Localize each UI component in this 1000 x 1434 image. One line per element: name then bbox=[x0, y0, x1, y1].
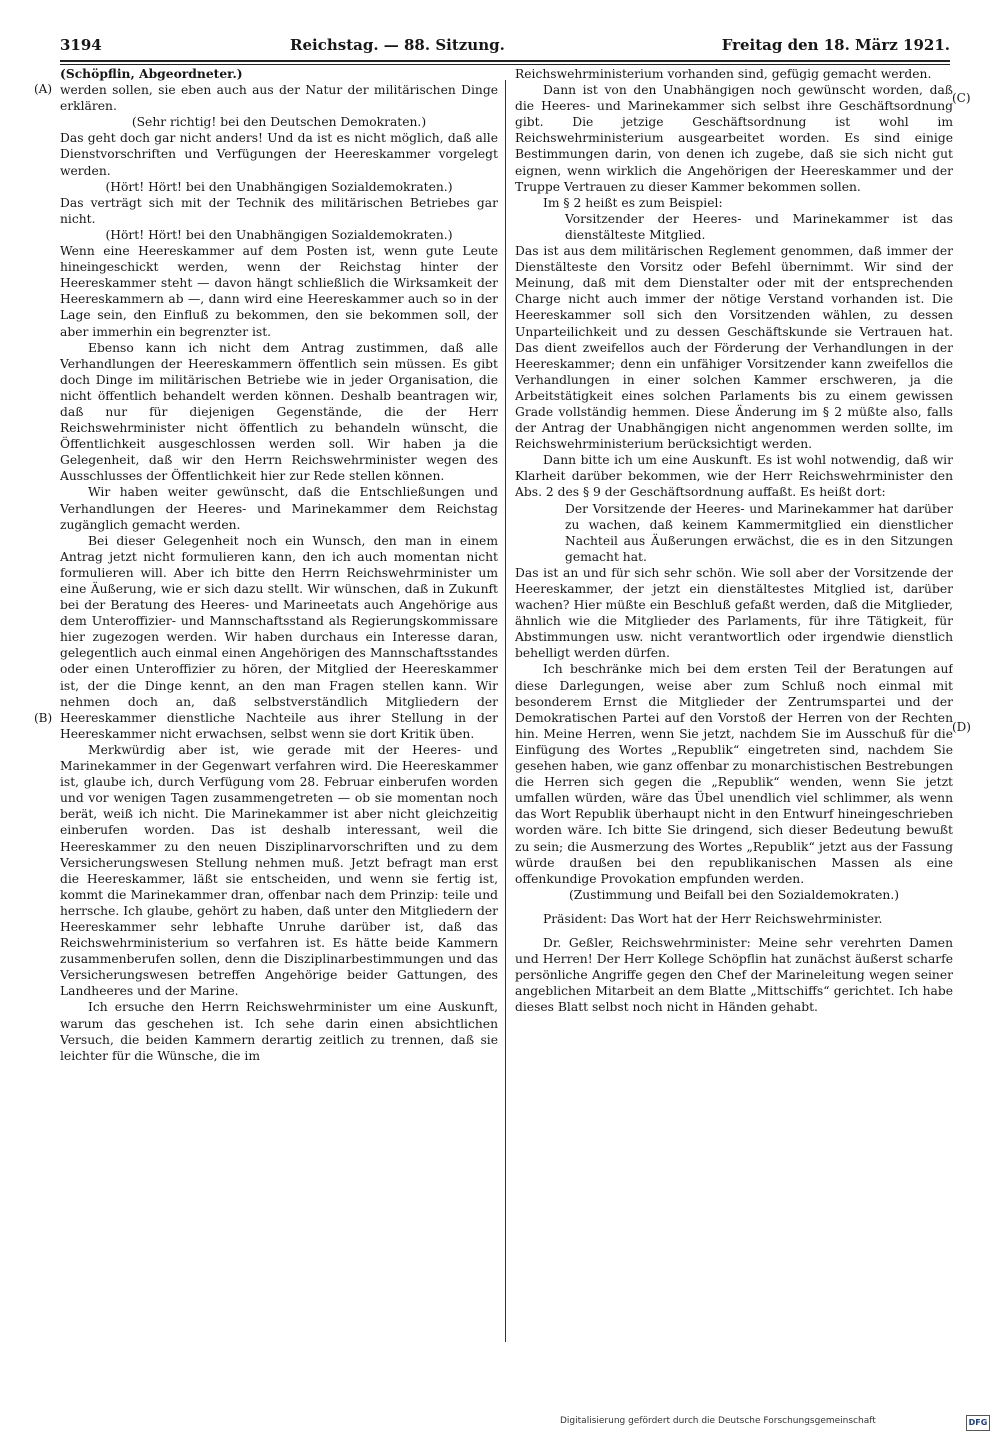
paragraph: werden sollen, sie eben auch aus der Natur der militärischen Dinge erklären. bbox=[60, 83, 498, 114]
paragraph: Dann ist von den Unabhängigen noch gewünscht worden, daß die Heeres- und Marinekammer sich selbst ihre Geschäftsordnung gibt. Die jetzige Geschäftsordnung ist wohl im Reichswehrministerium ausgearbeitet worden. Es sind einige Bestimmungen darin, von denen ich zugebe, daß sie sich nicht gut eignen, wenn wirklich die Angehörigen der Heereskammer und der Truppe Vertrauen zu dieser Kammer bekommen sollen. bbox=[515, 83, 953, 194]
paragraph: Das ist an und für sich sehr schön. Wie soll aber der Vorsitzende der Heereskammer, der jetzt ein dienstältestes Mitglied ist, darüber wachen? Hier müßte ein Beschluß gefaßt werden, daß die Mitglieder, ähnlich wie die Mitglieder des Parlaments, für ihre Tätigkeit, für Abstimmungen usw. nicht verantwortlich oder irgendwie dienstlich behelligt werden dürfen. bbox=[515, 565, 953, 661]
running-header bbox=[60, 36, 950, 58]
header-rule-thin bbox=[60, 64, 950, 65]
speaker-paragraph: Dr. Geßler, Reichswehrminister: Meine sehr verehrten Damen und Herren! Der Herr Kollege Schöpflin hat zunächst äußerst scharfe persönliche Angriffe gegen den Chef der Marineleitung wegen seiner angeblichen Mitarbeit an dem Blatte „Mittschiffs“ gerichtet. Ich habe dieses Blatt selbst noch nicht in Händen gehabt. bbox=[515, 935, 953, 1015]
paragraph: Ich beschränke mich bei dem ersten Teil der Beratungen auf diese Darlegungen, weise aber zum Schluß noch einmal mit besonderem Ernst die Mitglieder der Zentrumspartei und der Demokratischen Partei auf den Vorstoß der Herren von der Rechten hin. Meine Herren, wenn Sie jetzt, nachdem Sie im Ausschuß für die Einfügung des Wortes „Republik“ eingetreten sind, nachdem Sie gesehen haben, wie ganz offenbar zu monarchistischen Bestrebungen die Herren sich gegen die „Republik“ wenden, wenn Sie jetzt umfallen würden, wäre das Übel unendlich viel schlimmer, als wenn das Wort Republik überhaupt nicht in den Entwurf hineingeschrieben worden wäre. Ich bitte Sie dringend, sich dieser Bedeutung bewußt zu sein; die Ausmerzung des Wortes „Republik“ jetzt aus der Fassung würde draußen bei den republikanischen Massen als eine offenkundige Provokation empfunden werden. bbox=[515, 662, 953, 886]
block-quote: Vorsitzender der Heeres- und Marinekammer ist das dienstälteste Mitglied. bbox=[565, 211, 953, 242]
block-quote: Der Vorsitzende der Heeres- und Marinekammer hat darüber zu wachen, daß keinem Kammermitglied ein dienstlicher Nachteil aus Äußerungen erwächst, die es in den Sitzungen gemacht hat. bbox=[565, 501, 953, 564]
paragraph: Merkwürdig aber ist, wie gerade mit der Heeres- und Marinekammer in der Gegenwart verfahren wird. Die Heereskammer ist, glaube ich, durch Verfügung vom 28. Februar einberufen worden und vor wenigen Tagen zusammengetreten — ob sie momentan noch berät, weiß ich nicht. Die Marinekammer ist aber nicht gleichzeitig einberufen worden. Das ist deshalb interessant, weil die Heereskammer zu den neuen Disziplinarvorschriften und zu dem Versicherungswesen Stellung nehmen muß. Jetzt befragt man erst die Heereskammer, läßt sie entscheiden, und wenn sie fertig ist, kommt die Marinekammer dran, offenbar nach dem Prinzip: teile und herrsche. Ich glaube, gehört zu haben, daß unter den Mitgliedern der Heereskammer sehr lebhafte Unruhe darüber ist, daß das Reichswehrministerium so verfahren ist. Es hätte beide Kammern zusammenberufen sollen, denn die Disziplinarbestimmungen und das Versicherungswesen betreffen Angehörige beider Gattungen, des Landheeres und der Marine. bbox=[60, 742, 498, 999]
margin-mark-a: (A) bbox=[34, 82, 53, 96]
paragraph: Dann bitte ich um eine Auskunft. Es ist wohl notwendig, daß wir Klarheit darüber bekommen, wie der Herr Reichswehrminister den Abs. 2 des § 9 der Geschäftsordnung auffaßt. Es heißt dort: bbox=[515, 453, 953, 500]
interjection: (Hört! Hört! bei den Unabhängigen Sozialdemokraten.) bbox=[105, 179, 453, 194]
column-separator bbox=[505, 80, 506, 1342]
left-column bbox=[60, 66, 498, 1348]
footer-credit: Digitalisierung gefördert durch die Deutsche Forschungsgemeinschaft bbox=[560, 1416, 876, 1426]
paragraph: Wenn eine Heereskammer auf dem Posten ist, wenn gute Leute hineingeschickt werden, wenn der Reichstag hinter der Heereskammer steht — davon hängt schließlich die Wirksamkeit der Heereskammern ab —, dann wird eine Heereskammer auch so in der Lage sein, den Einfluß zu bekommen, den sie bekommen soll, der aber immerhin ein begrenzter ist. bbox=[60, 244, 498, 339]
interjection: (Zustimmung und Beifall bei den Sozialdemokraten.) bbox=[568, 887, 900, 902]
margin-mark-d: (D) bbox=[952, 720, 971, 734]
right-column bbox=[515, 66, 953, 1348]
paragraph: Das ist aus dem militärischen Reglement genommen, daß immer der Dienstälteste den Vorsitz oder Befehl übernimmt. Wir sind der Meinung, daß mit dem Dienstalter oder mit der entsprechenden Charge nicht auch immer der nötige Verstand vorhanden ist. Die Heereskammer soll sich den Vorsitzenden wählen, zu dessen Unparteilichkeit und zu dessen Geschäftskunde sie Vertrauen hat. Das dient zweifellos auch der Förderung der Verhandlungen in der Heereskammer; denn ein unfähiger Vorsitzender kann zweifellos die Verhandlungen in einer solchen Kammer erschweren, ja die Arbeitstätigkeit eines solchen Parlaments bis zu einem gewissen Grade vollständig hemmen. Diese Änderung im § 2 müßte also, falls der Antrag der Unabhängigen nicht angenommen werden sollte, im Reichswehrministerium berücksichtigt werden. bbox=[515, 244, 953, 452]
paragraph: Das verträgt sich mit der Technik des militärischen Betriebes gar nicht. bbox=[60, 195, 498, 226]
dfg-logo-icon: DFG bbox=[966, 1415, 990, 1431]
paragraph: Wir haben weiter gewünscht, daß die Entschließungen und Verhandlungen der Heeres- und Marinekammer dem Reichstag zugänglich gemacht werden. bbox=[60, 485, 498, 532]
speaker-line: (Schöpflin, Abgeordneter.) bbox=[60, 66, 243, 81]
margin-mark-c: (C) bbox=[952, 91, 971, 105]
interjection: (Sehr richtig! bei den Deutschen Demokraten.) bbox=[131, 115, 427, 130]
header-title: Reichstag. — 88. Sitzung. bbox=[290, 36, 505, 54]
paragraph: Reichswehrministerium vorhanden sind, gefügig gemacht werden. bbox=[515, 67, 932, 81]
interjection: (Hört! Hört! bei den Unabhängigen Sozialdemokraten.) bbox=[105, 227, 453, 242]
paragraph: Das geht doch gar nicht anders! Und da ist es nicht möglich, daß alle Dienstvorschriften und Verfügungen der Heereskammer vorgelegt werden. bbox=[60, 131, 498, 178]
header-date: Freitag den 18. März 1921. bbox=[721, 36, 950, 54]
page-number: 3194 bbox=[60, 36, 102, 54]
paragraph: Im § 2 heißt es zum Beispiel: bbox=[543, 195, 723, 210]
margin-mark-b: (B) bbox=[34, 711, 53, 725]
paragraph: Ebenso kann ich nicht dem Antrag zustimmen, daß alle Verhandlungen der Heereskammern öffentlich sein müssen. Es gibt doch Dinge im militärischen Betriebe wie in jeder Organisation, die nicht öffentlich behandelt werden können. Deshalb beantragen wir, daß nur für diejenigen Gegenstände, die der Herr Reichswehrminister nicht öffentlich zu behandeln wünscht, die Öffentlichkeit ausgeschlossen werden soll. Wir haben ja die Gelegenheit, daß wir den Herrn Reichswehrminister wegen des Ausschlusses der Öffentlichkeit hier zur Rede stellen können. bbox=[60, 340, 498, 484]
paragraph: Ich ersuche den Herrn Reichswehrminister um eine Auskunft, warum das geschehen ist. Ich sehe darin einen absichtlichen Versuch, die beiden Kammern derartig zeitlich zu trennen, daß sie leichter für die Wünsche, die im bbox=[60, 1000, 498, 1063]
speaker-paragraph: Präsident: Das Wort hat der Herr Reichswehrminister. bbox=[543, 911, 883, 926]
paragraph: Bei dieser Gelegenheit noch ein Wunsch, den man in einem Antrag jetzt nicht formulieren kann, den ich auch momentan nicht formulieren will. Aber ich bitte den Herrn Reichswehrminister um eine Äußerung, wie er sich dazu stellt. Wir wünschen, daß in Zukunft bei der Beratung des Heeres- und Marineetats auch Angehörige aus dem Unteroffizier- und Mannschaftsstand als Regierungskommissare hier zugezogen werden. Wir haben durchaus ein Interesse daran, gelegentlich auch einmal einen Angehörigen des Mannschaftsstandes oder einen Unteroffizier zu hören, der Mitglied der Heereskammer ist, der die Dinge kennt, an den man Fragen stellen kann. Wir nehmen doch an, daß selbstverständlich Mitgliedern der Heereskammer dienstliche Nachteile aus ihrer Stellung in der Heereskammer nicht erwachsen, selbst wenn sie dort Kritik üben. bbox=[60, 533, 498, 741]
header-rule bbox=[60, 60, 950, 62]
